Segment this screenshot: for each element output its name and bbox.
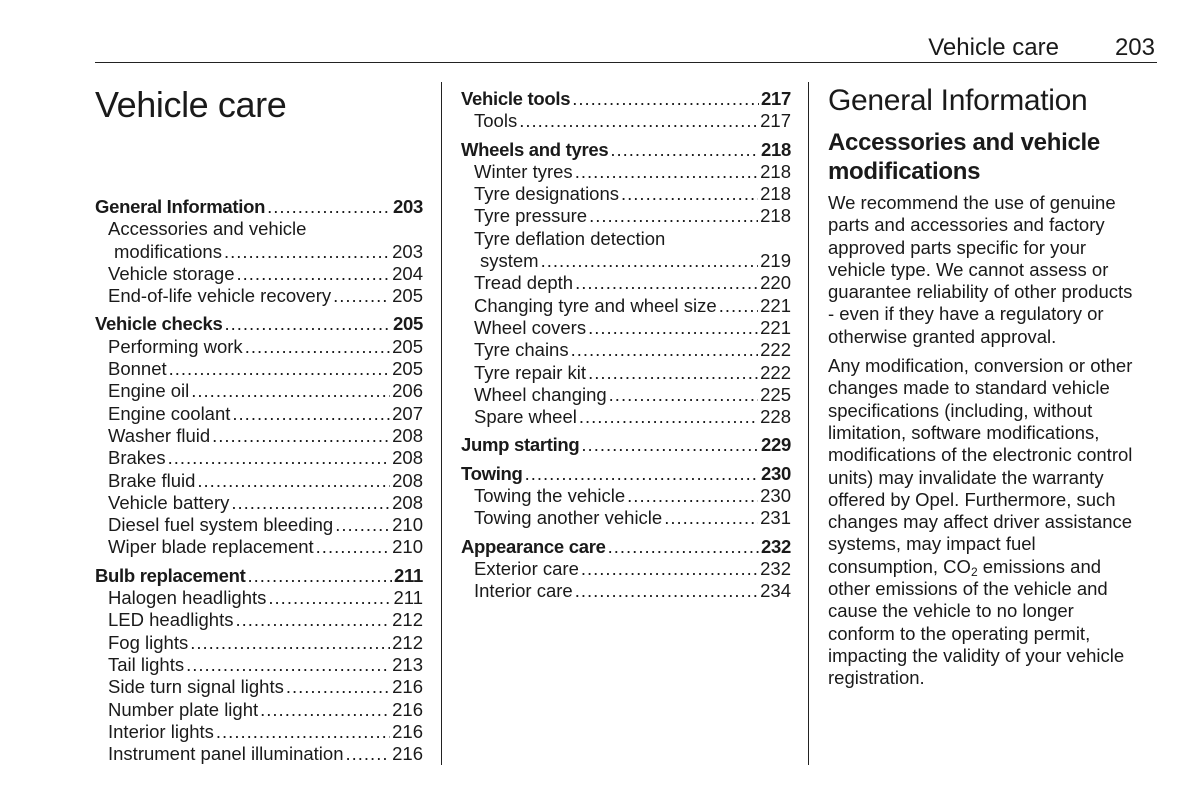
section-heading: General Information xyxy=(828,84,1088,117)
toc-entry-title: Tools xyxy=(474,110,518,132)
toc-entry-title: Engine oil xyxy=(108,380,190,402)
paragraph-line: Any modification, conversion or other xyxy=(828,355,1133,377)
toc-entry-row[interactable] xyxy=(95,587,423,609)
toc-entry-row[interactable] xyxy=(461,295,791,317)
toc-entry-row[interactable] xyxy=(95,425,423,447)
toc-leader-dots xyxy=(245,336,390,358)
toc-entry-title: Wiper blade replacement xyxy=(108,536,314,558)
toc-entry-row[interactable] xyxy=(461,384,791,406)
toc-page-number: 230 xyxy=(760,485,791,507)
toc-entry-title: LED headlights xyxy=(108,609,234,631)
toc-leader-dots xyxy=(610,139,759,161)
toc-page-number: 203 xyxy=(393,196,423,217)
toc-entry-title: Exterior care xyxy=(474,557,579,579)
column-divider xyxy=(808,82,809,765)
paragraph-line: vehicle type. We cannot assess or xyxy=(828,258,1109,280)
toc-leader-dots xyxy=(627,485,758,507)
paragraph-line: parts and accessories and factory xyxy=(828,214,1105,236)
toc-heading-title: Appearance care xyxy=(461,535,606,557)
subsection-heading-line: Accessories and vehicle xyxy=(828,129,1100,156)
toc-entry-title: system xyxy=(480,250,539,272)
toc-entry-row[interactable] xyxy=(95,654,423,676)
toc-page-number: 232 xyxy=(760,557,791,579)
toc-page-number: 216 xyxy=(392,676,423,698)
toc-entry-title: Performing work xyxy=(108,335,243,357)
toc-entry-title: Bonnet xyxy=(108,358,167,380)
toc-heading-row[interactable] xyxy=(461,434,791,456)
paragraph-part xyxy=(828,578,1160,689)
toc-entry-row[interactable] xyxy=(461,183,791,205)
paragraph-line: impacting the validity of your vehicle xyxy=(828,644,1125,666)
toc-entry-title: Towing the vehicle xyxy=(474,485,626,507)
toc-entry-line[interactable]: Tyre deflation detection xyxy=(474,227,666,249)
paragraph-line: cause the vehicle to no longer xyxy=(828,600,1074,622)
text-run: emissions and xyxy=(977,555,1102,577)
toc-page-number: 225 xyxy=(760,383,791,405)
toc-page-number: 218 xyxy=(760,205,791,227)
paragraph-part xyxy=(828,355,1160,556)
toc-entry-row[interactable] xyxy=(95,470,423,492)
toc-leader-dots xyxy=(335,514,390,536)
toc-entry-line[interactable]: Accessories and vehicle xyxy=(108,218,307,240)
toc-leader-dots xyxy=(232,403,390,425)
toc-page-number: 211 xyxy=(393,587,423,609)
toc-entry-row[interactable] xyxy=(461,558,791,580)
toc-group xyxy=(461,463,791,530)
toc-page-number: 216 xyxy=(392,698,423,720)
toc-leader-dots xyxy=(346,743,391,765)
toc-heading-title: Vehicle checks xyxy=(95,313,223,335)
toc-leader-dots xyxy=(190,632,390,654)
toc-leader-dots xyxy=(197,470,390,492)
toc-leader-dots xyxy=(169,358,390,380)
toc-entry-row[interactable] xyxy=(95,358,423,380)
toc-leader-dots xyxy=(719,295,758,317)
paragraph-line: registration. xyxy=(828,667,925,689)
toc-leader-dots xyxy=(581,558,758,580)
toc-heading-row[interactable] xyxy=(95,313,423,335)
toc-page-number: 205 xyxy=(393,313,423,335)
toc-page-number: 219 xyxy=(760,250,791,272)
toc-leader-dots xyxy=(588,362,758,384)
toc-leader-dots xyxy=(575,272,758,294)
toc-heading-row[interactable] xyxy=(461,463,791,485)
toc-leader-dots xyxy=(572,88,759,110)
header-section-title: Vehicle care xyxy=(928,34,1059,61)
text-run: consumption, CO xyxy=(828,555,971,577)
toc-entry-row[interactable] xyxy=(95,676,423,698)
toc-entry-title: Winter tyres xyxy=(474,160,573,182)
toc-entry-title: Number plate light xyxy=(108,698,259,720)
chapter-title: Vehicle care xyxy=(95,84,287,125)
toc-entry-title: Brakes xyxy=(108,447,166,469)
toc-column-1 xyxy=(95,82,423,771)
toc-entry-title: Vehicle battery xyxy=(108,491,230,513)
paragraph-line: - even if they have a regulatory or xyxy=(828,303,1104,325)
toc-heading-row[interactable] xyxy=(461,88,791,110)
toc-entry-row[interactable] xyxy=(95,241,423,263)
toc-entry-title: Tail lights xyxy=(108,653,185,675)
toc-page-number: 208 xyxy=(392,424,423,446)
paragraph-line: We recommend the use of genuine xyxy=(828,192,1116,213)
toc-page-number: 231 xyxy=(760,507,791,529)
toc-leader-dots xyxy=(260,699,390,721)
toc-page-number: 222 xyxy=(760,339,791,361)
toc-leader-dots xyxy=(575,161,758,183)
toc-leader-dots xyxy=(235,609,390,631)
toc-leader-dots xyxy=(575,580,758,602)
toc-page-number: 207 xyxy=(392,402,423,424)
toc-page-number: 210 xyxy=(392,536,423,558)
toc-page-number: 216 xyxy=(392,743,423,765)
toc-leader-dots xyxy=(589,205,758,227)
toc-heading-row[interactable] xyxy=(95,196,423,218)
toc-leader-dots xyxy=(581,434,759,456)
toc-heading-title: Wheels and tyres xyxy=(461,138,609,160)
toc-heading-title: Vehicle tools xyxy=(461,88,571,109)
table-of-contents xyxy=(95,196,423,765)
toc-leader-dots xyxy=(316,536,390,558)
paragraph-line: otherwise granted approval. xyxy=(828,325,1057,347)
toc-entry-row[interactable] xyxy=(95,699,423,721)
paragraph-line: modifications of the electronic control xyxy=(828,444,1133,466)
toc-leader-dots xyxy=(216,721,390,743)
toc-entry-row[interactable] xyxy=(461,485,791,507)
toc-page-number: 216 xyxy=(392,720,423,742)
toc-leader-dots xyxy=(525,463,759,485)
toc-entry-row[interactable] xyxy=(461,272,791,294)
toc-entry-row[interactable] xyxy=(461,406,791,428)
toc-leader-dots xyxy=(168,447,391,469)
toc-leader-dots xyxy=(519,110,758,132)
toc-group xyxy=(461,139,791,429)
toc-entry-title: Fog lights xyxy=(108,631,189,653)
toc-page-number: 218 xyxy=(760,160,791,182)
toc-page-number: 220 xyxy=(760,272,791,294)
toc-heading-row[interactable] xyxy=(461,536,791,558)
paragraph-line: specifications (including, without xyxy=(828,399,1093,421)
toc-entry-row[interactable] xyxy=(461,580,791,602)
toc-entry-row[interactable] xyxy=(461,205,791,227)
toc-entry-row[interactable] xyxy=(461,317,791,339)
toc-entry-row[interactable] xyxy=(95,632,423,654)
toc-page-number: 221 xyxy=(760,294,791,316)
toc-leader-dots xyxy=(609,384,758,406)
toc-group xyxy=(95,313,423,558)
column-divider xyxy=(441,82,442,765)
toc-heading-row[interactable] xyxy=(461,139,791,161)
toc-entry-row[interactable] xyxy=(461,110,791,132)
toc-entry-title: Wheel changing xyxy=(474,383,607,405)
toc-entry-title: Halogen headlights xyxy=(108,587,267,609)
toc-leader-dots xyxy=(608,536,759,558)
toc-entry-row[interactable] xyxy=(461,507,791,529)
paragraph-line: changes may affect driver assistance xyxy=(828,511,1133,533)
toc-leader-dots xyxy=(186,654,390,676)
toc-entry-title: Vehicle storage xyxy=(108,262,235,284)
paragraph-line: approved parts specific for your xyxy=(828,236,1087,258)
paragraph-line: systems, may impact fuel xyxy=(828,533,1036,555)
toc-entry-title: Tread depth xyxy=(474,272,574,294)
toc-entry-row[interactable] xyxy=(95,492,423,514)
toc-leader-dots xyxy=(579,406,758,428)
toc-entry-title: Tyre repair kit xyxy=(474,361,587,383)
toc-leader-dots xyxy=(664,507,758,529)
toc-entry-row[interactable] xyxy=(461,339,791,361)
toc-entry-row[interactable] xyxy=(95,380,423,402)
toc-column-2 xyxy=(461,82,791,609)
toc-page-number: 210 xyxy=(392,514,423,536)
content-column xyxy=(828,82,1160,697)
toc-entry-row[interactable] xyxy=(95,721,423,743)
toc-group xyxy=(95,196,423,307)
toc-leader-dots xyxy=(571,339,759,361)
toc-leader-dots xyxy=(286,676,390,698)
toc-leader-dots xyxy=(231,492,390,514)
paragraph-line: limitation, software modifications, xyxy=(828,421,1100,443)
toc-heading-title: Jump starting xyxy=(461,434,580,456)
toc-entry-title: Interior lights xyxy=(108,720,214,742)
paragraph xyxy=(828,355,1160,689)
toc-page-number: 218 xyxy=(761,138,791,160)
toc-page-number: 203 xyxy=(392,240,423,262)
toc-page-number: 212 xyxy=(392,609,423,631)
toc-entry-row[interactable] xyxy=(461,250,791,272)
toc-leader-dots xyxy=(212,425,390,447)
toc-entry-row[interactable] xyxy=(95,514,423,536)
toc-page-number: 206 xyxy=(392,380,423,402)
toc-entry-title: Tyre chains xyxy=(474,339,569,361)
toc-leader-dots xyxy=(237,263,391,285)
toc-page-number: 232 xyxy=(761,535,791,557)
toc-entry-title: Instrument panel illumination xyxy=(108,743,344,765)
paragraph-line: offered by Opel. Furthermore, such xyxy=(828,488,1116,510)
toc-page-number: 222 xyxy=(760,361,791,383)
toc-page-number: 218 xyxy=(760,183,791,205)
table-of-contents xyxy=(461,88,791,603)
paragraph xyxy=(828,192,1160,348)
toc-page-number: 208 xyxy=(392,447,423,469)
toc-group xyxy=(461,434,791,456)
header-page-number: 203 xyxy=(1114,34,1155,61)
toc-entry-title: Changing tyre and wheel size xyxy=(474,294,717,316)
toc-leader-dots xyxy=(268,587,391,609)
toc-heading-row[interactable] xyxy=(95,565,423,587)
toc-entry-row[interactable] xyxy=(95,336,423,358)
toc-leader-dots xyxy=(541,250,759,272)
toc-page-number: 204 xyxy=(392,262,423,284)
toc-leader-dots xyxy=(621,183,758,205)
toc-entry-row[interactable] xyxy=(461,161,791,183)
subsection-heading xyxy=(828,128,1160,186)
toc-page-number: 217 xyxy=(761,88,791,109)
subscript: 2 xyxy=(970,564,978,579)
toc-entry-title: Engine coolant xyxy=(108,402,231,424)
toc-group xyxy=(95,565,423,766)
toc-entry-title: modifications xyxy=(114,240,222,262)
toc-entry-title: Brake fluid xyxy=(108,469,196,491)
toc-page-number: 208 xyxy=(392,491,423,513)
toc-leader-dots xyxy=(224,241,390,263)
toc-entry-row[interactable] xyxy=(95,536,423,558)
toc-page-number: 217 xyxy=(760,110,791,132)
toc-entry-title: Washer fluid xyxy=(108,424,211,446)
paragraph-line: conform to the operating permit, xyxy=(828,622,1091,644)
toc-entry-row[interactable] xyxy=(461,362,791,384)
toc-leader-dots xyxy=(267,196,391,218)
toc-page-number: 205 xyxy=(392,335,423,357)
toc-leader-dots xyxy=(224,313,391,335)
toc-entry-title: End-of-life vehicle recovery xyxy=(108,285,332,307)
toc-entry-title: Spare wheel xyxy=(474,406,577,428)
toc-entry-title: Tyre designations xyxy=(474,183,620,205)
paragraph-line: other emissions of the vehicle and xyxy=(828,578,1108,600)
toc-page-number: 208 xyxy=(392,469,423,491)
toc-group xyxy=(461,536,791,603)
toc-group xyxy=(461,88,791,133)
toc-page-number: 212 xyxy=(392,631,423,653)
toc-entry-row[interactable] xyxy=(95,403,423,425)
toc-page-number: 229 xyxy=(761,434,791,456)
toc-page-number: 213 xyxy=(392,653,423,675)
toc-page-number: 230 xyxy=(761,462,791,484)
paragraph-line: units) may invalidate the warranty xyxy=(828,466,1104,488)
toc-page-number: 211 xyxy=(394,564,423,586)
paragraph-line: changes made to standard vehicle xyxy=(828,377,1110,399)
toc-entry-title: Diesel fuel system bleeding xyxy=(108,514,334,536)
toc-page-number: 221 xyxy=(760,316,791,338)
paragraph-line: guarantee reliability of other products xyxy=(828,281,1133,303)
toc-entry-row[interactable] xyxy=(95,743,423,765)
toc-heading-title: Towing xyxy=(461,462,523,484)
toc-entry-title: Interior care xyxy=(474,580,573,602)
toc-leader-dots xyxy=(191,380,390,402)
toc-page-number: 234 xyxy=(760,580,791,602)
toc-page-number: 205 xyxy=(392,285,423,307)
toc-entry-row[interactable] xyxy=(95,609,423,631)
toc-page-number: 228 xyxy=(760,406,791,428)
subsection-heading-line: modifications xyxy=(828,158,981,185)
page-header xyxy=(95,32,1157,63)
toc-heading-title: Bulb replacement xyxy=(95,564,246,586)
co2-line xyxy=(828,556,1160,578)
toc-heading-title: General Information xyxy=(95,196,266,217)
toc-entry-title: Side turn signal lights xyxy=(108,676,284,698)
toc-entry-title: Wheel covers xyxy=(474,316,587,338)
toc-entry-row[interactable] xyxy=(95,447,423,469)
toc-entry-row[interactable] xyxy=(95,285,423,307)
toc-entry-title: Towing another vehicle xyxy=(474,507,663,529)
toc-leader-dots xyxy=(333,285,390,307)
toc-entry-title: Tyre pressure xyxy=(474,205,588,227)
toc-leader-dots xyxy=(247,565,392,587)
toc-leader-dots xyxy=(588,317,758,339)
toc-entry-row[interactable] xyxy=(95,263,423,285)
toc-page-number: 205 xyxy=(392,358,423,380)
